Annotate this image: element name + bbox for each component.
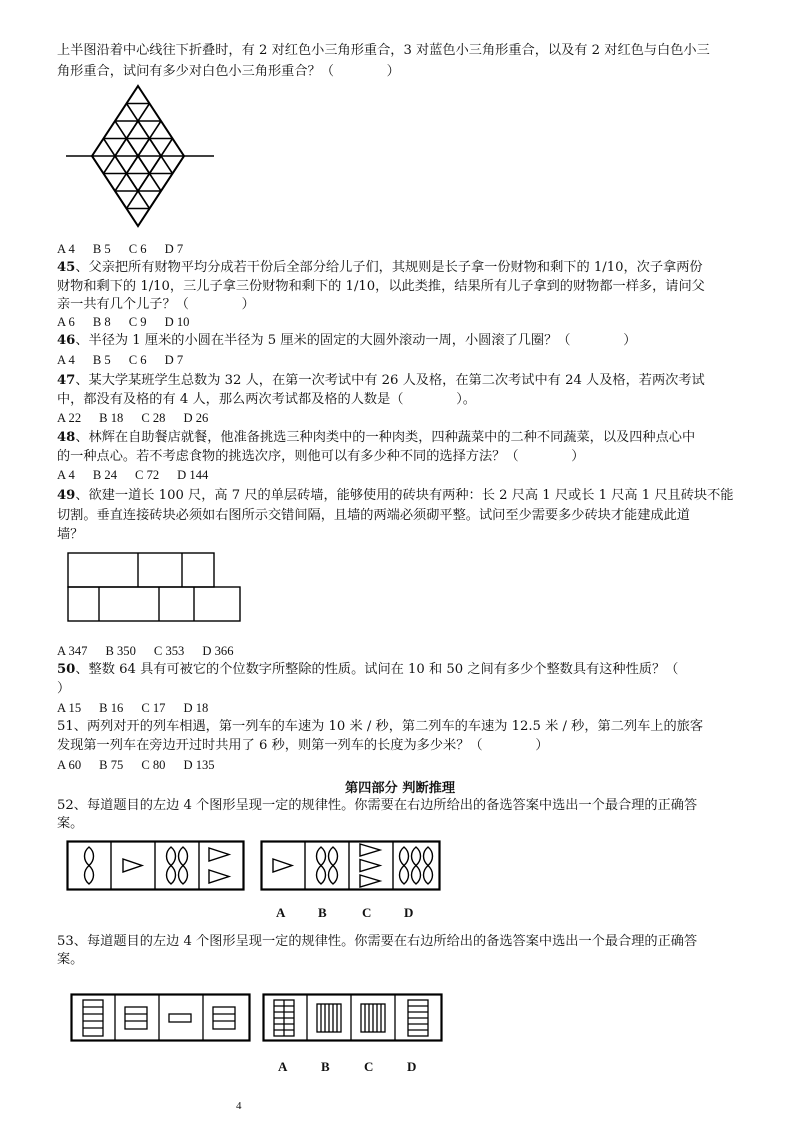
q44-options [57, 241, 201, 257]
q51-options [57, 757, 233, 773]
q47-text-line1 [57, 372, 705, 389]
option-b[interactable]: B 24 [92, 468, 118, 482]
option-d[interactable]: D 7 [164, 242, 184, 256]
q53-label-c[interactable]: C [364, 1059, 374, 1074]
option-d[interactable]: D 135 [183, 758, 215, 772]
q48-options [57, 467, 226, 483]
q45-line1: 、父亲把所有财物平均分成若干份后全部分给儿子们，其规则是长子拿一份财物和剩下的 1/10，次子拿两份 [75, 260, 703, 275]
q52-question-figures [66, 840, 246, 892]
q49-number: 49 [57, 488, 76, 503]
q48-text-line2: 的一种点心。若不考虑食物的挑选次序，则他可以有多少种不同的选择方法？（ ） [57, 449, 585, 464]
option-c[interactable]: C 6 [128, 353, 147, 367]
q52-label-d[interactable]: D [404, 905, 414, 920]
q52-text-line2: 案。 [57, 816, 84, 831]
q50-number: 50 [57, 662, 76, 677]
option-b[interactable]: B 16 [99, 701, 124, 715]
option-c[interactable]: C 28 [141, 411, 166, 425]
section-title: 第四部分 判断推理 [344, 781, 456, 796]
option-c[interactable]: C 72 [135, 468, 160, 482]
q51-text-line2: 发现第一列车在旁边开过时共用了 6 秒，则第一列车的长度为多少米？（ ） [57, 738, 549, 753]
brick-wall-figure [66, 551, 246, 623]
q49-line1: 、欲建一道长 100 尺，高 7 尺的单层砖墙，能够使用的砖块有两种：长 2 尺高 1 尺或长 1 尺高 1 尺且砖块不能 [75, 488, 734, 503]
q52-answer-figures[interactable] [260, 840, 442, 892]
q51-text-line1: 51、两列对开的列车相遇，第一列车的车速为 10 米 / 秒，第二列车的车速为 12.5 米 / 秒，第二列车上的旅客 [57, 719, 704, 734]
triangle-diamond-figure [60, 84, 220, 234]
q47-line1: 、某大学某班学生总数为 32 人，在第一次考试中有 26 人及格，在第二次考试中有 24 人及格，若两次考试 [75, 373, 705, 388]
q50-options [57, 700, 226, 716]
q46-line1: 、半径为 1 厘米的小圆在半径为 5 厘米的固定的大圆外滚动一周，小圆滚了几圈？（ ） [75, 333, 637, 348]
option-d[interactable]: D 18 [183, 701, 209, 715]
q45-options [57, 314, 207, 330]
option-b[interactable]: B 5 [92, 242, 111, 256]
q49-options [57, 643, 252, 659]
q52-label-a[interactable]: A [276, 905, 286, 920]
option-a[interactable]: A 4 [57, 242, 75, 256]
option-a[interactable]: A 60 [57, 758, 82, 772]
q47-options [57, 410, 226, 426]
q52-label-c[interactable]: C [362, 905, 372, 920]
option-d[interactable]: D 7 [164, 353, 184, 367]
q45-number: 45 [57, 260, 76, 275]
q44-text-line1: 上半图沿着中心线往下折叠时，有 2 对红色小三角形重合，3 对蓝色小三角形重合，以及有 2 对红色与白色小三 [57, 43, 710, 58]
q53-text-line1: 53、每道题目的左边 4 个图形呈现一定的规律性。你需要在右边所给出的备选答案中选出一个最合理的正确答 [57, 934, 698, 949]
option-c[interactable]: C 6 [128, 242, 147, 256]
option-d[interactable]: D 144 [177, 468, 209, 482]
q53-answer-figures[interactable] [262, 993, 444, 1043]
q46-number: 46 [57, 333, 76, 348]
option-b[interactable]: B 18 [99, 411, 124, 425]
q45-text-line2: 财物和剩下的 1/10，三儿子拿三份财物和剩下的 1/10，以此类推，结果所有儿子拿到的财物都一样多，请问父 [57, 279, 705, 294]
q47-number: 47 [57, 373, 76, 388]
q48-line1: 、林辉在自助餐店就餐，他准备挑选三种肉类中的一种肉类，四种蔬菜中的二种不同蔬菜，以及四种点心中 [75, 430, 696, 445]
q52-label-b[interactable]: B [318, 905, 327, 920]
option-b[interactable]: B 5 [92, 353, 111, 367]
q50-text-line2: ） [57, 681, 71, 696]
option-b[interactable]: B 350 [105, 644, 136, 658]
q52-text-line1: 52、每道题目的左边 4 个图形呈现一定的规律性。你需要在右边所给出的备选答案中选出一个最合理的正确答 [57, 798, 698, 813]
option-a[interactable]: A 4 [57, 353, 75, 367]
q49-text-line3: 墙？ [57, 527, 84, 542]
option-d[interactable]: D 366 [202, 644, 234, 658]
option-b[interactable]: B 8 [92, 315, 111, 329]
q49-text-line1 [57, 487, 733, 504]
q53-label-d[interactable]: D [407, 1059, 417, 1074]
q45-text-line3: 亲一共有几个儿子？（ ） [57, 297, 255, 312]
q53-label-b[interactable]: B [321, 1059, 330, 1074]
q50-line1: 、整数 64 具有可被它的个位数字所整除的性质。试问在 10 和 50 之间有多少个整数具有这种性质？（ [75, 662, 679, 677]
q53-text-line2: 案。 [57, 952, 84, 967]
option-d[interactable]: D 10 [164, 315, 190, 329]
option-c[interactable]: C 353 [153, 644, 185, 658]
option-a[interactable]: A 15 [57, 701, 82, 715]
q45-text-line1 [57, 259, 703, 276]
q49-text-line2: 切割。垂直连接砖块必须如右图所示交错间隔，且墙的两端必须砌平整。试问至少需要多少砖块才能建成此道 [57, 508, 690, 523]
q46-text-line1 [57, 332, 636, 349]
option-c[interactable]: C 17 [141, 701, 166, 715]
q44-text-line2: 角形重合，试问有多少对白色小三角形重合？（ ） [57, 64, 400, 79]
q53-label-a[interactable]: A [278, 1059, 288, 1074]
option-a[interactable]: A 347 [57, 644, 88, 658]
option-d[interactable]: D 26 [183, 411, 209, 425]
option-a[interactable]: A 4 [57, 468, 75, 482]
q48-number: 48 [57, 430, 76, 445]
page-number: 4 [236, 1100, 242, 1112]
option-a[interactable]: A 6 [57, 315, 75, 329]
q46-options [57, 352, 201, 368]
q53-question-figures [70, 993, 252, 1043]
option-b[interactable]: B 75 [99, 758, 124, 772]
option-c[interactable]: C 80 [141, 758, 166, 772]
q48-text-line1 [57, 429, 695, 446]
option-a[interactable]: A 22 [57, 411, 82, 425]
q47-text-line2: 中，都没有及格的有 4 人，那么两次考试都及格的人数是（ ）。 [57, 392, 476, 407]
option-c[interactable]: C 9 [128, 315, 147, 329]
q50-text-line1 [57, 661, 678, 678]
